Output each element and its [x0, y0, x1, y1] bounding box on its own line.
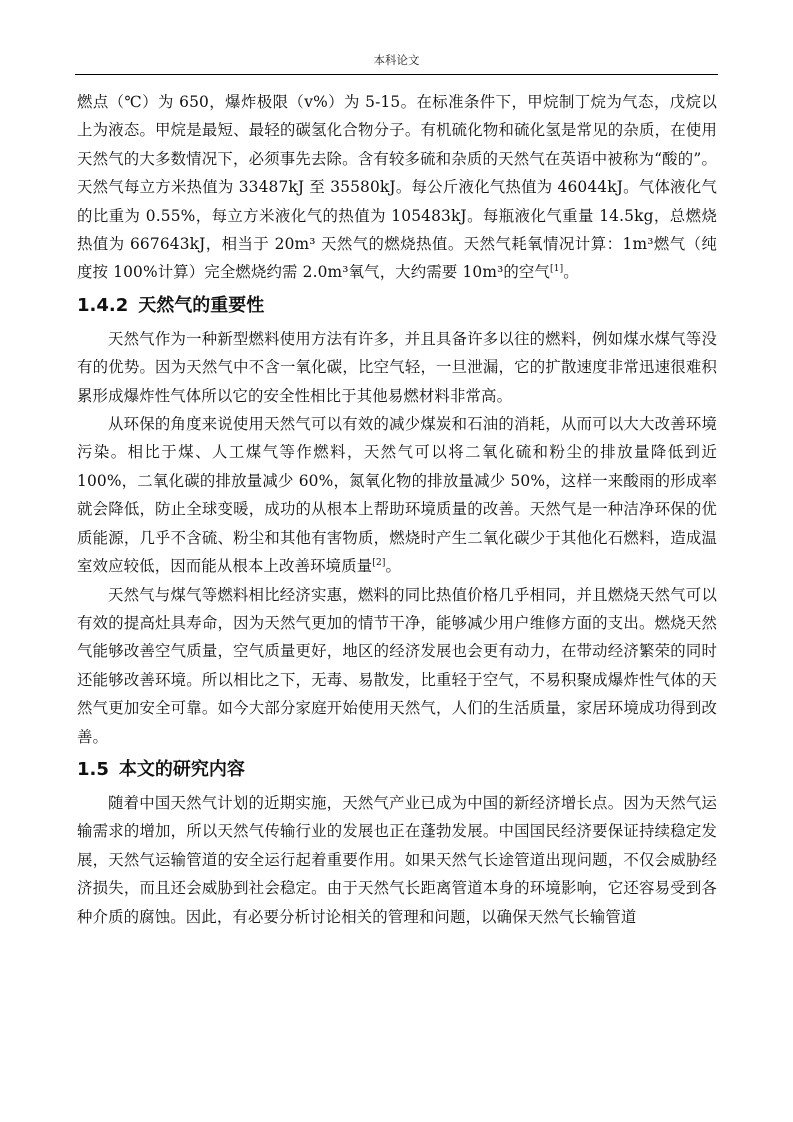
section-heading-1-5 — [77, 755, 717, 785]
paragraph-importance-3: 天然气与煤气等燃料相比经济实惠，燃料的同比热值价格几乎相同，并且燃烧天然气可以有效的提高灶具寿命，因为天然气更加的情节干净，能够减少用户维修方面的支出。燃烧天然气能够改善空气质量，空气质量更好，地区的经济发展也会更有动力，在带动经济繁荣的同时还能够改善环境。所以相比之下，无毒、易散发，比重轻于空气，不易积聚成爆炸性气体的天然气更加安全可靠。如今大部分家庭开始使用天然气，人们的生活质量，家居环境成功得到改善。 — [77, 585, 717, 746]
paragraph-gas-properties — [77, 88, 717, 287]
section-number: 1.5 — [77, 758, 109, 780]
paragraph-importance-2 — [77, 410, 717, 580]
paragraph-text-end: 。 — [385, 557, 402, 576]
section-heading-1-4-2 — [77, 291, 717, 321]
paragraph-text: 燃点（℃）为 650，爆炸极限（v%）为 5-15。在标准条件下，甲烷制丁烷为气态，戊烷以上为液态。甲烷是最短、最轻的碳氢化合物分子。有机硫化物和硫化氢是常见的杂质，在使用天然气的大多数情况下，必须事先去除。含有较多硫和杂质的天然气在英语中被称为“酸的”。天然气每立方米热值为 33487kJ 至 35580kJ。每公斤液化气热值为 46044kJ。气体液化气的比重为 0.55%，每立方米液化气的热值为 105483kJ。每瓶液化气重量 14.5kg，总燃烧热值为 667643kJ，相当于 20m³ 天然气的燃烧热值。天然气耗氧情况计算：1m³燃气（纯度按 100%计算）完全燃烧约需 2.0m³氧气，大约需要 10m³的空气 — [77, 93, 717, 282]
header-title: 本科论文 — [373, 53, 420, 67]
paragraph-text: 从环保的角度来说使用天然气可以有效的减少煤炭和石油的消耗，从而可以大大改善环境污染。相比于煤、人工煤气等作燃料，天然气可以将二氧化硫和粉尘的排放量降低到近 100%，二氧化碳的排放量减少 60%，氮氧化物的排放量减少 50%，这样一来酸雨的形成率就会降低，防止全球变暖，成功的从根本上帮助环境质量的改善。天然气是一种洁净环保的优质能源，几乎不含硫、粉尘和其他有害物质，燃烧时产生二氧化碳少于其他化石燃料，造成温室效应较低，因而能从根本上改善环境质量 — [77, 415, 717, 576]
section-title: 本文的研究内容 — [118, 758, 245, 780]
document-body — [77, 88, 717, 931]
paragraph-importance-1: 天然气作为一种新型燃料使用方法有许多，并且具备许多以往的燃料，例如煤水煤气等没有的优势。因为天然气中不含一氧化碳，比空气轻，一旦泄漏，它的扩散速度非常迅速很难积累形成爆炸性气体所以它的安全性相比于其他易燃材料非常高。 — [77, 329, 717, 405]
citation-ref: [2] — [372, 557, 386, 568]
paragraph-research-content: 随着中国天然气计划的近期实施，天然气产业已成为中国的新经济增长点。因为天然气运输需求的增加，所以天然气传输行业的发展也正在蓬勃发展。中国国民经济要保证持续稳定发展，天然气运输管道的安全运行起着重要作用。如果天然气长途管道出现问题，不仅会威胁经济损失，而且还会威胁到社会稳定。由于天然气长距离管道本身的环境影响，它还容易受到各种介质的腐蚀。因此，有必要分析讨论相关的管理和问题，以确保天然气长输管道 — [77, 793, 717, 926]
section-title: 天然气的重要性 — [138, 294, 265, 316]
paragraph-text-end: 。 — [563, 263, 579, 282]
citation-ref: [1] — [550, 264, 564, 275]
section-number: 1.4.2 — [77, 294, 129, 316]
page-header — [75, 50, 718, 75]
